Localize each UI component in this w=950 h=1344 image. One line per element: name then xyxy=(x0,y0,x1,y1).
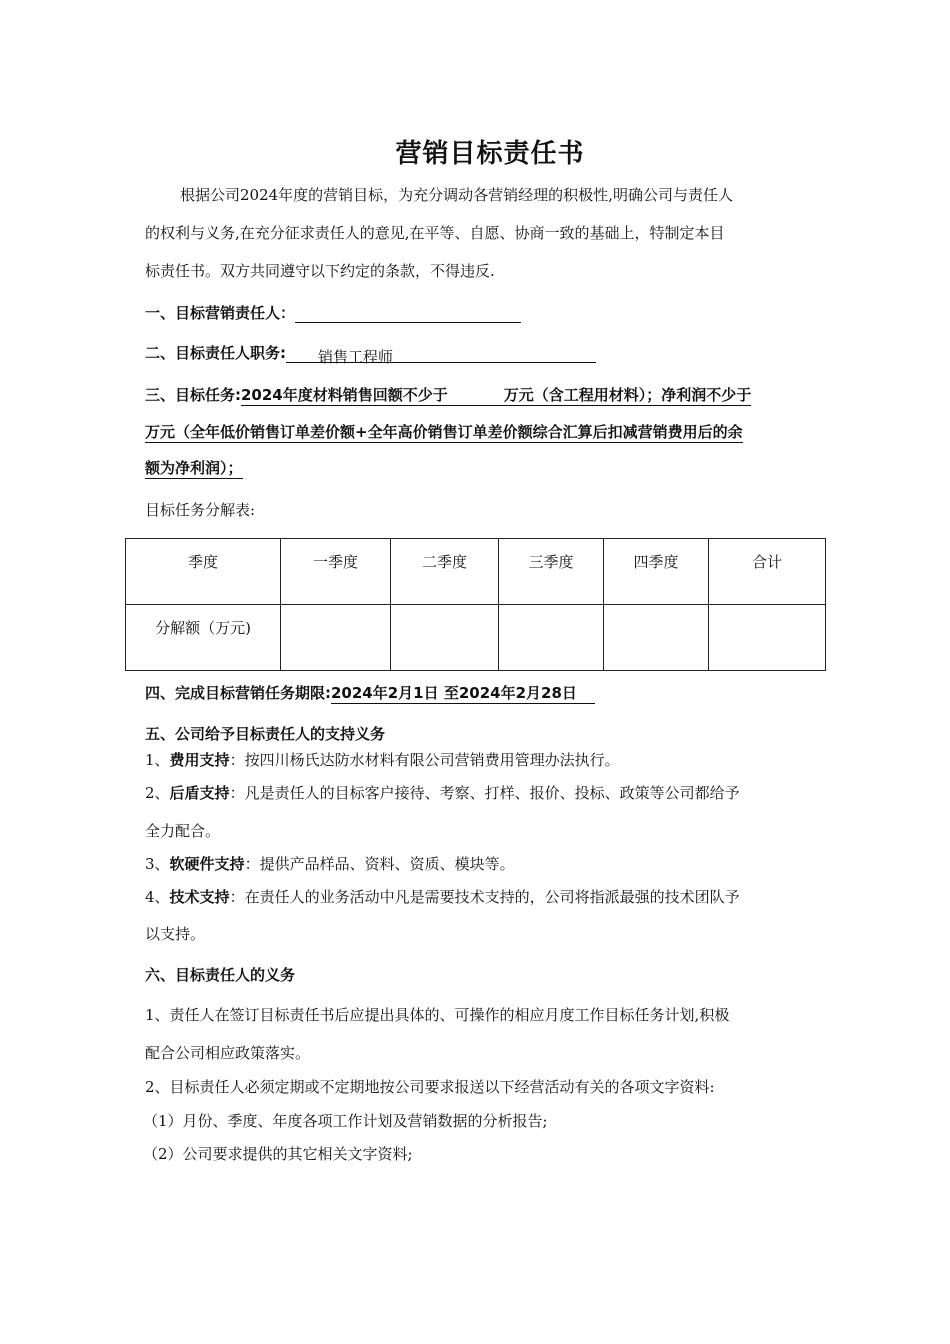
header-cell-quarter: 季度 xyxy=(126,539,281,605)
section-3-line-1 xyxy=(145,384,751,405)
duty-item-2-b: （2）公司要求提供的其它相关文字资料; xyxy=(143,1145,413,1163)
section-3-line-3 xyxy=(145,457,243,478)
row-label-cell: 分解额（万元) xyxy=(126,605,281,671)
table-row xyxy=(126,605,826,671)
header-cell-q4: 四季度 xyxy=(604,539,709,605)
position-field xyxy=(286,346,596,366)
support-item-1-text: ：按四川杨氏达防水材料有限公司营销费用管理办法执行。 xyxy=(229,751,620,769)
support-item-2-cont: 全力配合。 xyxy=(145,822,221,840)
support-item-2-title: 后盾支持 xyxy=(169,784,230,802)
table-header-row xyxy=(126,539,826,605)
support-item-4-cont: 以支持。 xyxy=(145,925,206,943)
duty-item-2-a: （1）月份、季度、年度各项工作计划及营销数据的分析报告; xyxy=(143,1112,548,1130)
support-item-4-num: 4、 xyxy=(145,888,170,906)
support-item-1-title: 费用支持 xyxy=(169,751,230,769)
support-item-2-num: 2、 xyxy=(145,784,170,802)
support-item-1-num: 1、 xyxy=(145,751,170,769)
header-cell-total: 合计 xyxy=(709,539,826,605)
section-2-label: 二、目标责任人职务: xyxy=(145,344,286,362)
section-1-label: 一、目标营销责任人： xyxy=(145,304,296,322)
goal-breakdown-table xyxy=(125,538,826,671)
value-cell-q4[interactable] xyxy=(604,605,709,671)
support-item-3-num: 3、 xyxy=(145,855,170,873)
section-6-heading: 六、目标责任人的义务 xyxy=(145,966,296,984)
section-3-line-2 xyxy=(145,421,743,442)
section-5-heading: 五、公司给予目标责任人的支持义务 xyxy=(145,725,386,743)
section-3-text-2: 万元（全年低价销售订单差价额+全年高价销售订单差价额综合汇算后扣减营销费用后的余 xyxy=(145,423,743,441)
section-4 xyxy=(145,682,595,703)
value-cell-q1[interactable] xyxy=(281,605,391,671)
support-item-4 xyxy=(145,886,740,907)
section-1 xyxy=(145,302,521,323)
section-4-label: 四、完成目标营销任务期限: xyxy=(145,684,331,702)
support-item-4-text: ：在责任人的业务活动中凡是需要技术支持的，公司将指派最强的技术团队予 xyxy=(229,888,740,906)
value-cell-q3[interactable] xyxy=(499,605,604,671)
header-cell-q1: 一季度 xyxy=(281,539,391,605)
value-cell-q2[interactable] xyxy=(391,605,499,671)
section-2 xyxy=(145,342,596,366)
support-item-1 xyxy=(145,749,620,770)
intro-line-2: 的权利与义务,在充分征求责任人的意见,在平等、自愿、协商一致的基础上，特制定本目 xyxy=(145,224,725,242)
support-item-4-title: 技术支持 xyxy=(169,888,230,906)
document-title: 营销目标责任书 xyxy=(395,139,585,169)
value-cell-total[interactable] xyxy=(709,605,826,671)
support-item-3-text: ：提供产品样品、资料、资质、模块等。 xyxy=(244,855,515,873)
support-item-2-text: ：凡是责任人的目标客户接待、考察、打样、报价、投标、政策等公司都给予 xyxy=(229,784,740,802)
position-value: 销售工程师 xyxy=(318,348,394,366)
intro-line-3: 标责任书。双方共同遵守以下约定的条款，不得违反. xyxy=(145,262,495,280)
table-caption: 目标任务分解表: xyxy=(145,501,256,519)
section-3-label: 三、目标任务: xyxy=(145,386,241,404)
support-item-3-title: 软硬件支持 xyxy=(169,855,245,873)
section-3-text-3: 额为净利润）； xyxy=(145,459,243,477)
support-item-2 xyxy=(145,782,740,803)
responsible-person-field xyxy=(295,306,521,323)
support-item-3 xyxy=(145,853,515,874)
duty-item-2: 2、目标责任人必须定期或不定期地按公司要求报送以下经营活动有关的各项文字资料: xyxy=(145,1078,715,1096)
deadline-value: 2024年2月1日 至2024年2月28日 xyxy=(331,684,595,704)
duty-item-1-cont: 配合公司相应政策落实。 xyxy=(145,1044,311,1062)
intro-line-1: 根据公司2024年度的营销目标，为充分调动各营销经理的积极性,明确公司与责任人 xyxy=(180,186,733,204)
section-3-text-1a: 2024年度材料销售回额不少于 万元（含工程用材料）；净利润不少于 xyxy=(241,386,752,404)
duty-item-1: 1、责任人在签订目标责任书后应提出具体的、可操作的相应月度工作目标任务计划,积极 xyxy=(145,1006,730,1024)
header-cell-q3: 三季度 xyxy=(499,539,604,605)
header-cell-q2: 二季度 xyxy=(391,539,499,605)
